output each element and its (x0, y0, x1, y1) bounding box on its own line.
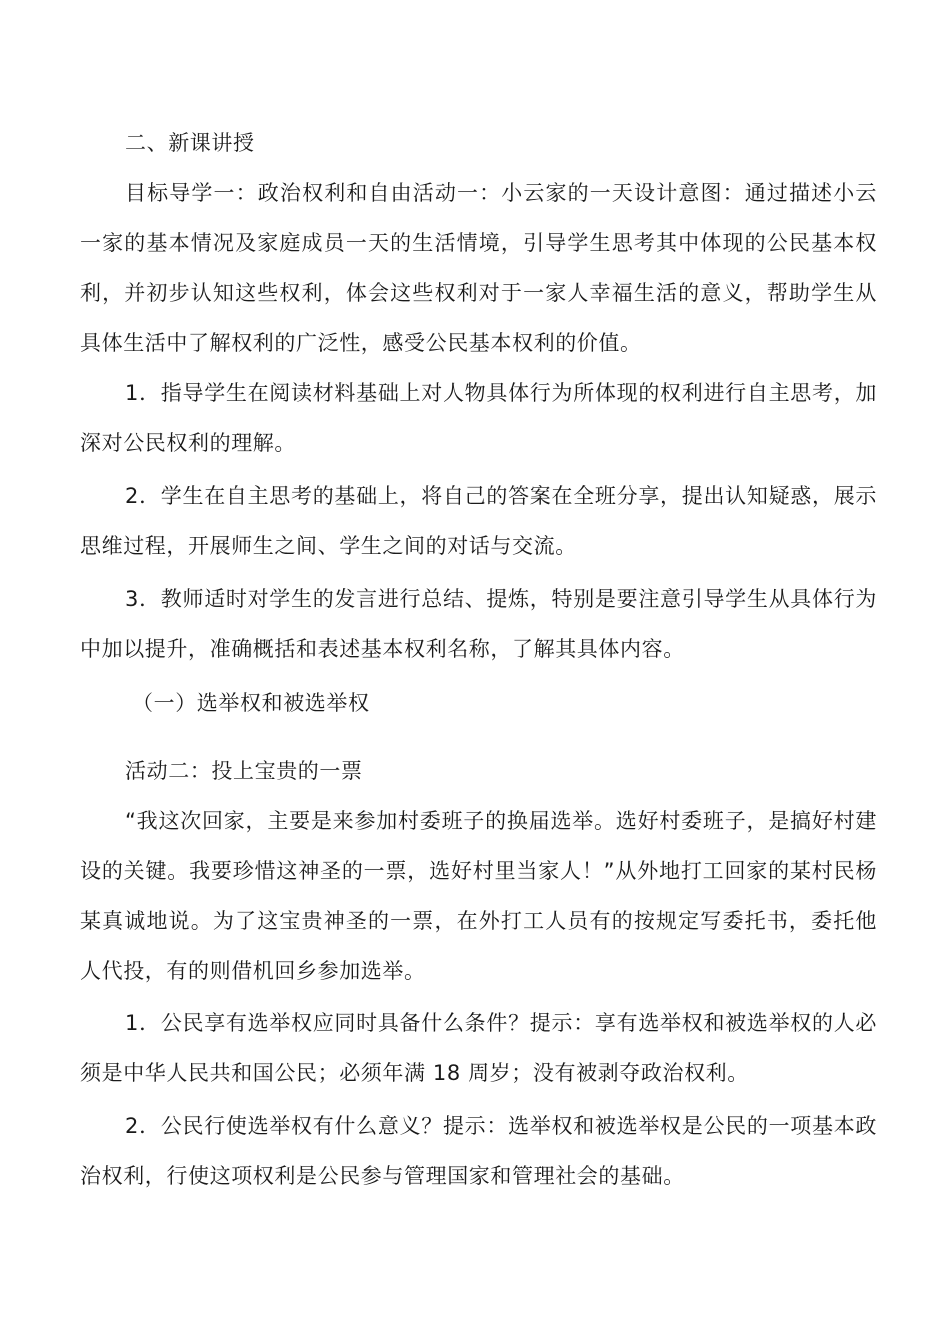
paragraph-step-3: 3．教师适时对学生的发言进行总结、提炼，特别是要注意引导学生从具体行为中加以提升，准确概括和表述基本权利名称，了解其具体内容。 (80, 587, 877, 661)
quote-paragraph: “我这次回家，主要是来参加村委班子的换届选举。选好村委班子，是搞好村建设的关键。我要珍惜这神圣的一票，选好村里当家人！”从外地打工回家的某村民杨某真诚地说。为了这宝贵神圣的一票，在外打工人员有的按规定写委托书，委托他人代投，有的则借机回乡参加选举。 (80, 809, 877, 983)
paragraph-step-2: 2．学生在自主思考的基础上，将自己的答案在全班分享，提出认知疑惑，展示思维过程，开展师生之间、学生之间的对话与交流。 (80, 484, 877, 558)
paragraph-step-1: 1．指导学生在阅读材料基础上对人物具体行为所体现的权利进行自主思考，加深对公民权利的理解。 (80, 381, 877, 455)
paragraph-goal: 目标导学一：政治权利和自由活动一：小云家的一天设计意图：通过描述小云一家的基本情况及家庭成员一天的生活情境，引导学生思考其中体现的公民基本权利，并初步认知这些权利，体会这些权利对于一家人幸福生活的意义，帮助学生从具体生活中了解权利的广泛性，感受公民基本权利的价值。 (80, 181, 877, 355)
question-1: 1．公民享有选举权应同时具备什么条件？提示：享有选举权和被选举权的人必须是中华人民共和国公民；必须年满 18 周岁；没有被剥夺政治权利。 (80, 1011, 877, 1085)
section-heading: 二、新课讲授 (125, 131, 255, 155)
question-2: 2．公民行使选举权有什么意义？提示：选举权和被选举权是公民的一项基本政治权利，行使这项权利是公民参与管理国家和管理社会的基础。 (80, 1114, 877, 1188)
activity-title: 活动二：投上宝贵的一票 (125, 759, 363, 783)
sub-heading: （一）选举权和被选举权 (132, 691, 370, 715)
